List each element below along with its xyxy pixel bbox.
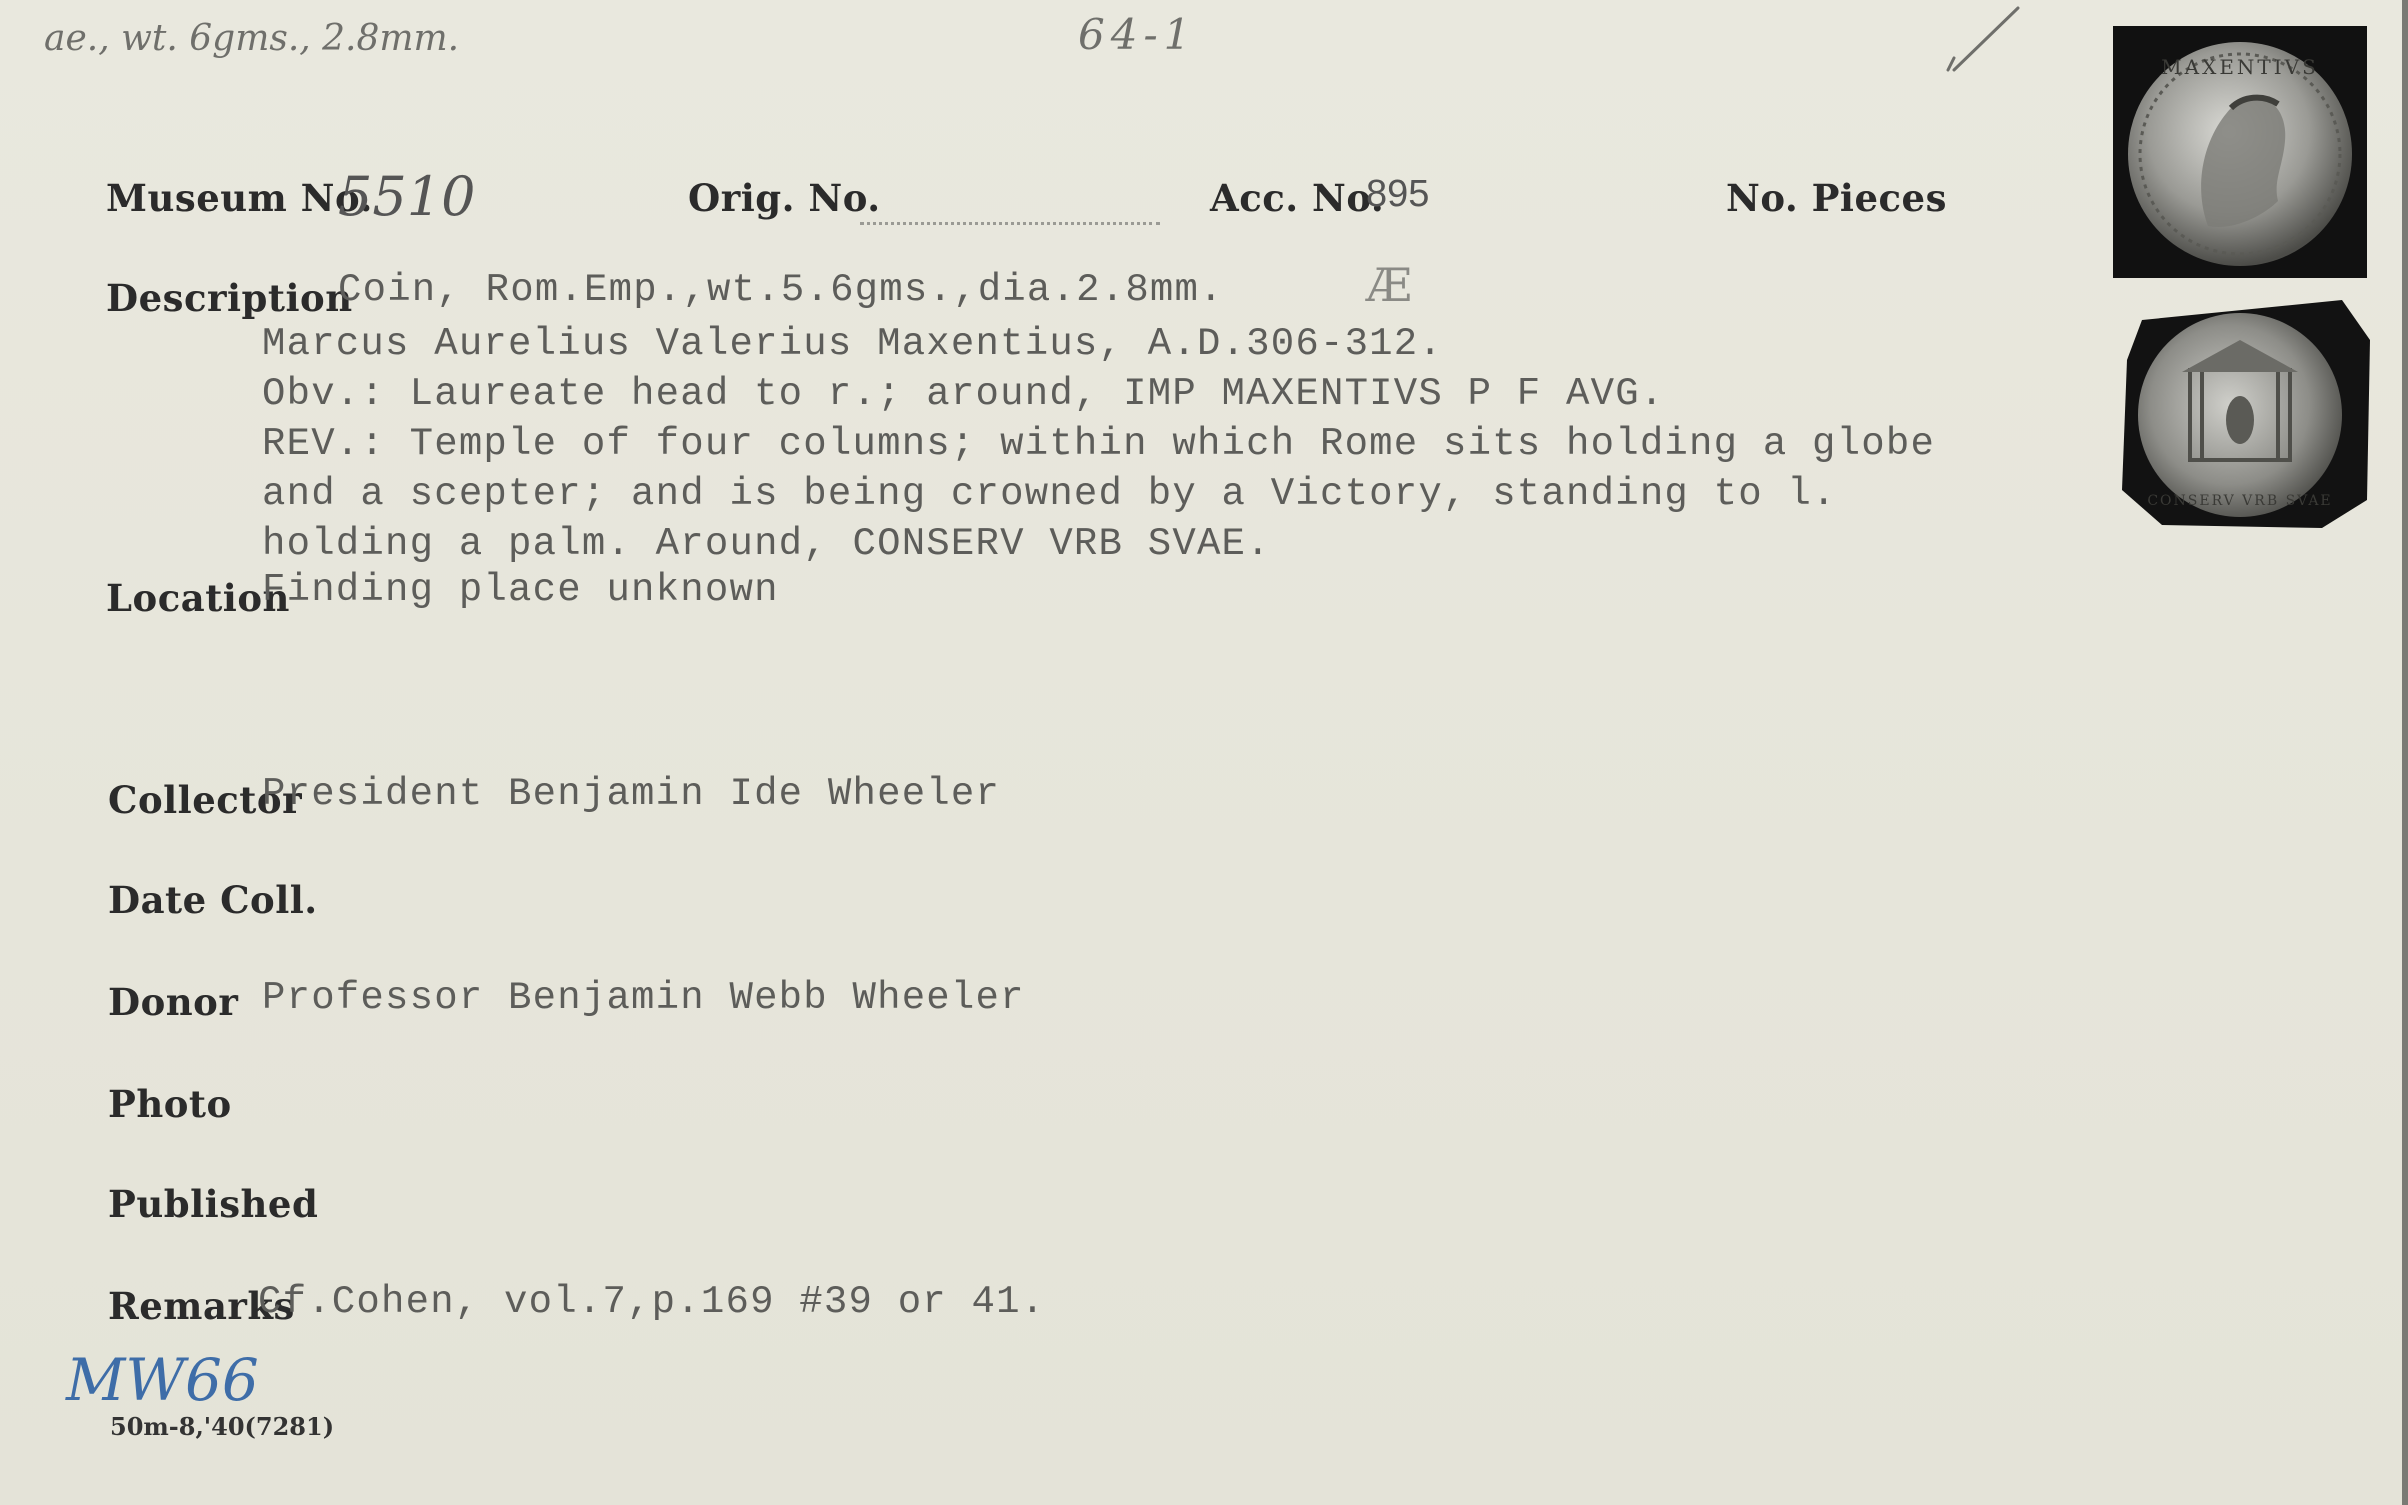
donor-label: Donor bbox=[108, 980, 239, 1024]
handwritten-weight-note: ae., wt. 6gms., 2.8mm. bbox=[44, 18, 460, 59]
acc-no-label: Acc. No. bbox=[1210, 176, 1385, 220]
description-line-1: Coin, Rom.Emp.,wt.5.6gms.,dia.2.8mm. bbox=[338, 268, 1224, 312]
description-label: Description bbox=[106, 276, 353, 320]
acc-no-value: 895 bbox=[1366, 173, 1430, 215]
description-line-3: Obv.: Laureate head to r.; around, IMP MAXENTIVS P F AVG. bbox=[262, 372, 1665, 416]
reverse-legend: CONSERV VRB SVAE bbox=[2147, 493, 2333, 509]
collector-label: Collector bbox=[108, 778, 303, 822]
print-code: 50m-8,'40(7281) bbox=[110, 1412, 335, 1441]
date-coll-label: Date Coll. bbox=[108, 878, 318, 922]
handwritten-number: 64-1 bbox=[1078, 10, 1197, 59]
orig-no-label: Orig. No. bbox=[688, 176, 881, 220]
donor-value: Professor Benjamin Webb Wheeler bbox=[262, 976, 1025, 1020]
museum-no-label: Museum No. bbox=[106, 176, 373, 220]
description-line-6: holding a palm. Around, CONSERV VRB SVAE. bbox=[262, 522, 1271, 566]
description-line-5: and a scepter; and is being crowned by a Victory, standing to l. bbox=[262, 472, 1837, 516]
description-line-2: Marcus Aurelius Valerius Maxentius, A.D.306-312. bbox=[262, 322, 1443, 366]
location-label: Location bbox=[106, 576, 290, 620]
museum-no-value: 5510 bbox=[338, 165, 476, 228]
description-line-4: REV.: Temple of four columns; within which Rome sits holding a globe bbox=[262, 422, 1936, 466]
description-mark: Æ bbox=[1366, 258, 1413, 312]
published-label: Published bbox=[108, 1182, 319, 1226]
no-pieces-label: No. Pieces bbox=[1726, 176, 1947, 220]
photo-label: Photo bbox=[108, 1082, 232, 1126]
location-value: Finding place unknown bbox=[262, 568, 779, 612]
remarks-value: Cf.Cohen, vol.7,p.169 #39 or 41. bbox=[258, 1280, 1046, 1324]
checkmark-icon bbox=[1940, 0, 2020, 80]
coin-reverse-photo bbox=[2122, 300, 2372, 530]
orig-no-dotted-line bbox=[860, 222, 1160, 225]
obverse-legend: MAXENTIVS bbox=[2161, 55, 2319, 79]
remarks-label: Remarks bbox=[108, 1284, 295, 1328]
handwritten-code: MW66 bbox=[66, 1346, 259, 1414]
coin-obverse-photo bbox=[2113, 26, 2367, 278]
collector-value: President Benjamin Ide Wheeler bbox=[262, 772, 1001, 816]
